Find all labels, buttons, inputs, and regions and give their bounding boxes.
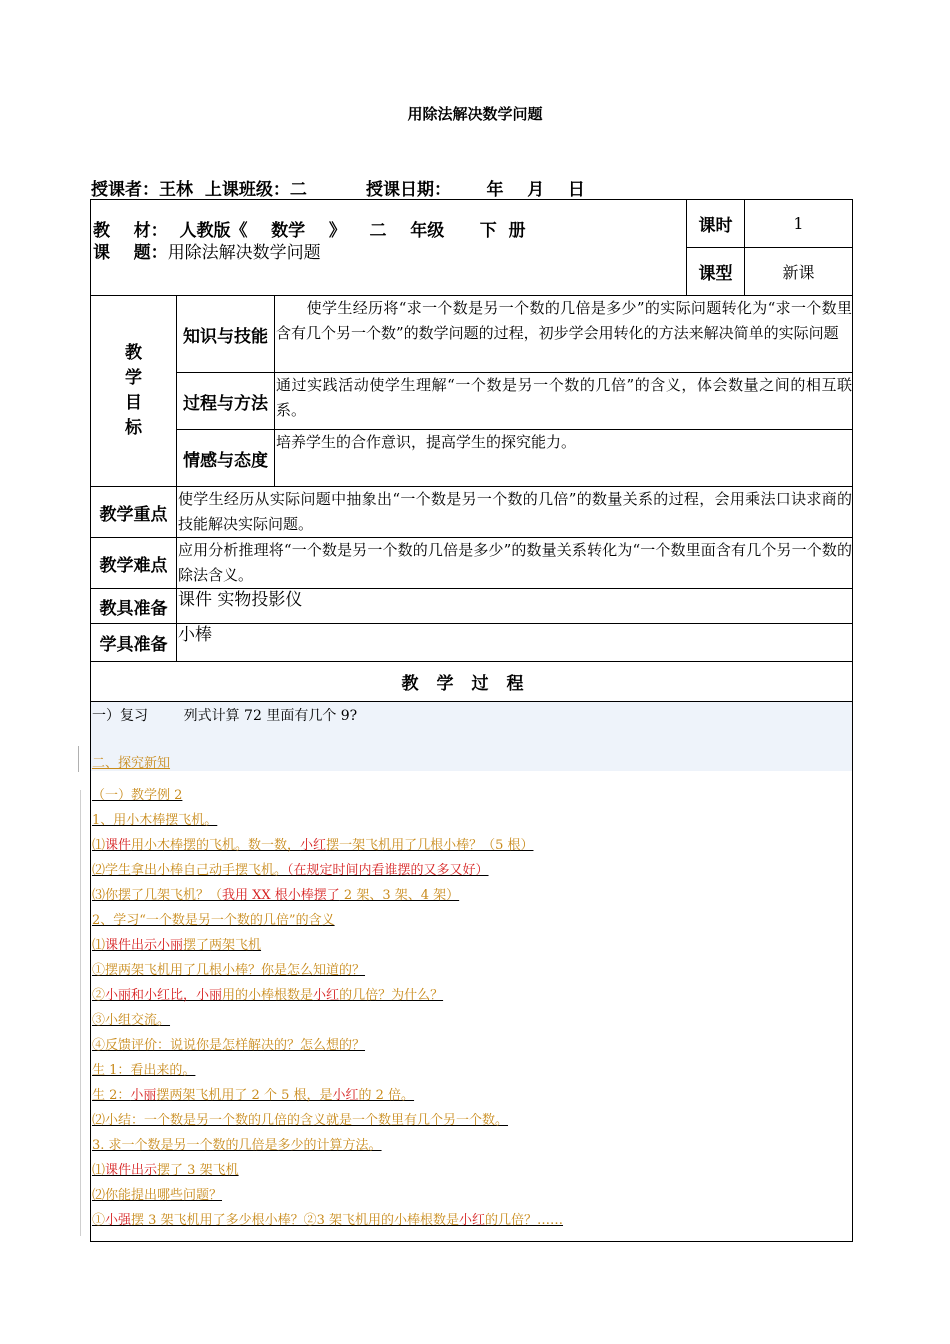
step-text-segment: ④反馈评价：说说你是怎样解决的？怎么想的？ xyxy=(92,1038,366,1053)
step-text-segment: 我用 XX 根小棒摆了 xyxy=(222,888,340,903)
step-text-segment: 的几倍？为什么？ xyxy=(339,988,444,1003)
step-text-segment: 小丽和小红比，小丽 xyxy=(105,988,223,1003)
lesson-plan-table xyxy=(90,199,853,1242)
type-label: 课型 xyxy=(687,248,745,296)
difficulty-text: 应用分析推理将“一个数是另一个数的几倍是多少”的数量关系转化为“一个数里面含有几个另一个数的除法含义。 xyxy=(177,538,853,589)
document-title: 用除法解决数学问题 xyxy=(407,105,543,123)
hours-value: 1 xyxy=(745,200,853,248)
knowledge-skills-label: 知识与技能 xyxy=(177,296,275,373)
process-step-line xyxy=(92,933,852,958)
process-step-line xyxy=(92,808,852,833)
objectives-char: 教 xyxy=(125,343,142,363)
process-step-line xyxy=(92,1033,852,1058)
step-text-segment: 小红 xyxy=(332,1088,359,1103)
process-step-line xyxy=(92,783,852,808)
textbook-line: 教 材： 人教版《 数学 》 二 年级 下 册 xyxy=(93,221,526,241)
step-text-segment: 1、用小木棒摆飞机。 xyxy=(92,813,218,828)
student-tools-text: 小棒 xyxy=(177,624,853,662)
step-text-segment: 2、学习“一个数是另一个数的几倍”的含义 xyxy=(92,913,335,928)
step-text-segment: 用小木棒摆的飞机。数一数， xyxy=(131,838,301,853)
process-step-line xyxy=(92,883,852,908)
topic-value: 用除法解决数学问题 xyxy=(167,243,321,263)
step-text-segment: ⑶你摆了几架飞机？（ xyxy=(92,888,223,903)
student-tools-label: 学具准备 xyxy=(91,624,177,662)
process-method-label: 过程与方法 xyxy=(177,373,275,430)
teacher-info-line: 授课者：王林 上课班级：二 授课日期： 年 月 日 xyxy=(91,180,585,200)
teaching-tools-text: 课件 实物投影仪 xyxy=(177,589,853,624)
step-text-segment: 2 架、3 架、4 架） xyxy=(339,888,460,903)
process-step-line xyxy=(92,908,852,933)
step-text-segment: 的几倍？…… xyxy=(485,1213,564,1228)
step-text-segment: 3. 求一个数是另一个数的几倍是多少的计算方法。 xyxy=(92,1138,382,1153)
step-text-segment: 摆两架飞机用了 2 个 5 根，是 xyxy=(156,1088,333,1103)
objectives-char: 标 xyxy=(125,418,142,438)
textbook-topic-cell xyxy=(91,200,687,296)
step-text-segment: ③小组交流。 xyxy=(92,1013,171,1028)
step-text-segment: ⑵你能提出哪些问题？ xyxy=(92,1188,223,1203)
process-step-line xyxy=(92,983,852,1008)
review-line: 一）复习 列式计算 72 里面有几个 9? xyxy=(92,708,358,724)
step-text-segment: 小红 xyxy=(313,988,340,1003)
key-point-text: 使学生经历从实际问题中抽象出“一个数是另一个数的几倍”的数量关系的过程，会用乘法口诀求商的技能解决实际问题。 xyxy=(177,487,853,538)
margin-mark xyxy=(78,746,79,772)
step-text-segment: ⑵学生拿出小棒自己动手摆飞机。 xyxy=(92,863,288,878)
step-text-segment: 小强 xyxy=(105,1213,132,1228)
step-text-segment: （一）教学例 2 xyxy=(92,788,183,803)
process-content xyxy=(91,702,853,1242)
objectives-char: 学 xyxy=(125,368,142,388)
step-text-segment: 的 2 倍。 xyxy=(358,1088,415,1103)
step-text-segment: ①摆两架飞机用了几根小棒？你是怎么知道的？ xyxy=(92,963,366,978)
teaching-tools-label: 教具准备 xyxy=(91,589,177,624)
review-block xyxy=(91,702,852,771)
process-step-line xyxy=(92,858,852,883)
topic-line xyxy=(93,242,686,264)
step-text-segment: 摆一架飞机用了几根小棒？（5 根） xyxy=(326,838,534,853)
step-text-segment: 课件出示 xyxy=(105,1163,158,1178)
process-step-line xyxy=(92,1108,852,1133)
step-text-segment: （在规定时间内看谁摆的又多又好） xyxy=(287,863,489,878)
step-text-segment: ⑴ xyxy=(92,938,106,953)
process-step-line xyxy=(92,833,852,858)
step-text-segment: ⑴ xyxy=(92,1163,106,1178)
step-text-segment: 小红 xyxy=(458,1213,485,1228)
process-step-line xyxy=(92,1133,852,1158)
step-text-segment: ② xyxy=(92,988,106,1003)
type-value: 新课 xyxy=(745,248,853,296)
new-knowledge-heading: 二、探究新知 xyxy=(92,756,171,771)
margin-mark xyxy=(80,790,81,1236)
difficulty-label: 教学难点 xyxy=(91,538,177,589)
step-text-segment: 小丽 xyxy=(130,1088,157,1103)
step-text-segment: 用的小棒根数是 xyxy=(222,988,314,1003)
step-text-segment: 小红 xyxy=(300,838,327,853)
objectives-char: 目 xyxy=(125,393,142,413)
process-step-line xyxy=(92,1083,852,1108)
process-step-line xyxy=(92,1208,852,1233)
emotion-attitude-text: 培养学生的合作意识，提高学生的探究能力。 xyxy=(275,430,853,487)
process-step-line xyxy=(92,1183,852,1208)
emotion-attitude-label: 情感与态度 xyxy=(177,430,275,487)
step-text-segment: 摆了两架飞机 xyxy=(183,938,262,953)
step-text-segment: 摆了 3 架飞机 xyxy=(157,1163,239,1178)
key-point-label: 教学重点 xyxy=(91,487,177,538)
process-method-text: 通过实践活动使学生理解“一个数是另一个数的几倍”的含义，体会数量之间的相互联系。 xyxy=(275,373,853,430)
topic-label: 课 题： xyxy=(93,243,168,263)
objectives-label xyxy=(91,296,177,487)
steps-list xyxy=(91,771,852,1233)
process-step-line xyxy=(92,1058,852,1083)
step-text-segment: ⑵小结：一个数是另一个数的几倍的含义就是一个数里有几个另一个数。 xyxy=(92,1113,509,1128)
process-step-line xyxy=(92,1008,852,1033)
process-step-line xyxy=(92,958,852,983)
step-text-segment: 生 2： xyxy=(92,1088,131,1103)
step-text-segment: 生 1：看出来的。 xyxy=(92,1063,196,1078)
hours-label: 课时 xyxy=(687,200,745,248)
process-step-line xyxy=(92,1158,852,1183)
step-text-segment: ⑴ xyxy=(92,838,106,853)
step-text-segment: 课件 xyxy=(105,838,132,853)
step-text-segment: 课件出示小丽 xyxy=(105,938,184,953)
knowledge-skills-text: 使学生经历将“求一个数是另一个数的几倍是多少”的实际问题转化为“求一个数里含有几个另一个数”的数学问题的过程，初步学会用转化的方法来解决简单的实际问题 xyxy=(275,296,853,373)
step-text-segment: ① xyxy=(92,1213,106,1228)
process-title: 教学过程 xyxy=(91,662,853,702)
step-text-segment: 摆 3 架飞机用了多少根小棒？②3 架飞机用的小棒根数是 xyxy=(131,1213,459,1228)
